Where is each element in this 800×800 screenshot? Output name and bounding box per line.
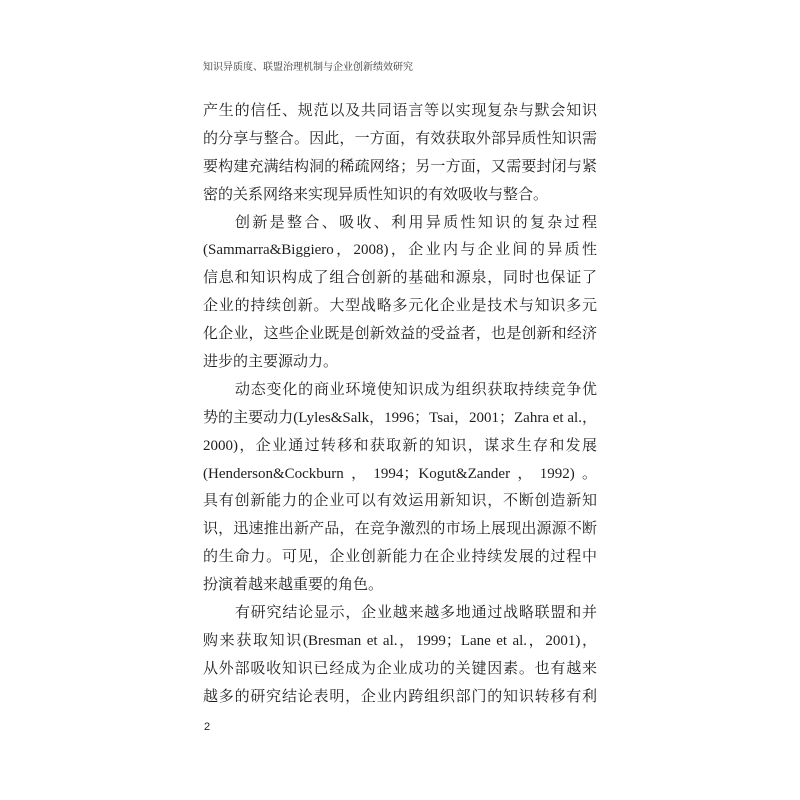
text-line: 从外部吸收知识已经成为企业成功的关键因素。也有越来 <box>203 660 597 677</box>
running-head: 知识异质度、联盟治理机制与企业创新绩效研究 <box>203 62 413 73</box>
text-line: 要构建充满结构洞的稀疏网络；另一方面，又需要封闭与紧 <box>203 158 597 175</box>
text-line: 购来获取知识(Bresman et al.，1999；Lane et al.，2001)， <box>203 632 597 649</box>
text-line: 识，迅速推出新产品，在竞争激烈的市场上展现出源源不断 <box>203 521 597 538</box>
text-line: 动态变化的商业环境使知识成为组织获取持续竞争优 <box>235 381 597 398</box>
paragraph <box>203 210 597 377</box>
text-line: 有研究结论显示，企业越来越多地通过战略联盟和并 <box>235 605 597 622</box>
paragraph <box>203 98 597 210</box>
text-line: 2000)，企业通过转移和获取新的知识，谋求生存和发展 <box>203 437 597 454</box>
text-line: 具有创新能力的企业可以有效运用新知识，不断创造新知 <box>203 493 597 510</box>
text-line: (Sammarra&Biggiero，2008)，企业内与企业间的异质性 <box>203 242 597 259</box>
text-line: 企业的持续创新。大型战略多元化企业是技术与知识多元 <box>203 298 597 315</box>
body-text <box>203 98 597 712</box>
text-line: 创新是整合、吸收、利用异质性知识的复杂过程 <box>235 214 597 231</box>
text-line: 密的关系网络来实现异质性知识的有效吸收与整合。 <box>203 186 549 203</box>
text-line: 越多的研究结论表明，企业内跨组织部门的知识转移有利 <box>203 688 597 705</box>
page-number: 2 <box>204 721 211 733</box>
text-line: (Henderson&Cockburn，1994；Kogut&Zander，1992)。 <box>203 465 597 482</box>
text-line: 的生命力。可见，企业创新能力在企业持续发展的过程中 <box>203 549 597 566</box>
paragraph <box>203 600 597 712</box>
text-line: 扮演着越来越重要的角色。 <box>203 577 384 594</box>
paragraph <box>203 377 597 600</box>
text-line: 势的主要动力(Lyles&Salk，1996；Tsai，2001；Zahra et al.， <box>203 409 597 426</box>
text-line: 化企业，这些企业既是创新效益的受益者，也是创新和经济 <box>203 326 597 343</box>
text-line: 进步的主要源动力。 <box>203 354 339 371</box>
text-line: 信息和知识构成了组合创新的基础和源泉，同时也保证了 <box>203 270 597 287</box>
text-line: 产生的信任、规范以及共同语言等以实现复杂与默会知识 <box>203 103 597 119</box>
text-line: 的分享与整合。因此，一方面，有效获取外部异质性知识需 <box>203 130 597 147</box>
